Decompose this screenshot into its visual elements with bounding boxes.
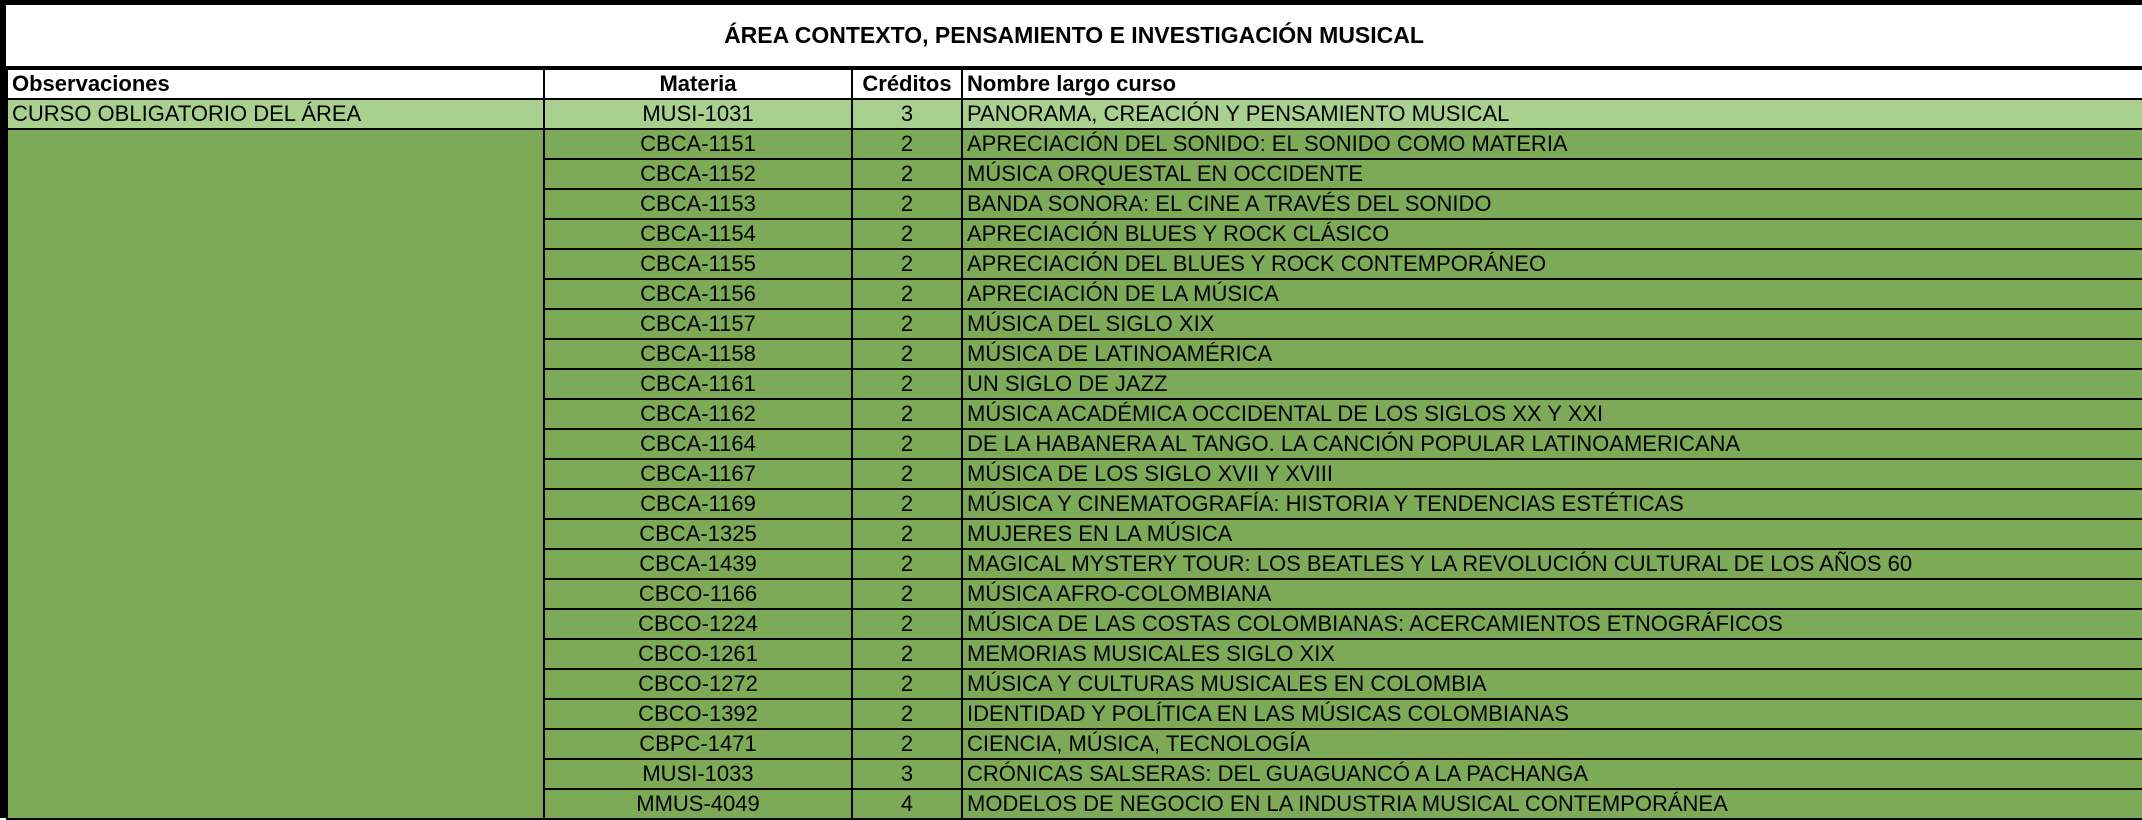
cell-materia[interactable]: CBCO-1261 — [544, 639, 852, 669]
cell-nombre-largo-curso[interactable]: MÚSICA DE LATINOAMÉRICA — [962, 339, 2142, 369]
cell-observaciones[interactable] — [7, 519, 544, 549]
cell-observaciones[interactable] — [7, 219, 544, 249]
cell-nombre-largo-curso[interactable]: MÚSICA AFRO-COLOMBIANA — [962, 579, 2142, 609]
cell-nombre-largo-curso[interactable]: PANORAMA, CREACIÓN Y PENSAMIENTO MUSICAL — [962, 99, 2142, 129]
cell-creditos[interactable]: 2 — [852, 429, 962, 459]
cell-observaciones[interactable] — [7, 639, 544, 669]
cell-observaciones[interactable] — [7, 129, 544, 159]
cell-creditos[interactable]: 3 — [852, 759, 962, 789]
cell-nombre-largo-curso[interactable]: CIENCIA, MÚSICA, TECNOLOGÍA — [962, 729, 2142, 759]
table-row — [7, 459, 2142, 489]
cell-observaciones[interactable] — [7, 189, 544, 219]
cell-materia[interactable]: CBCA-1162 — [544, 399, 852, 429]
cell-creditos[interactable]: 2 — [852, 639, 962, 669]
cell-observaciones[interactable] — [7, 399, 544, 429]
cell-nombre-largo-curso[interactable]: BANDA SONORA: EL CINE A TRAVÉS DEL SONIDO — [962, 189, 2142, 219]
table-row — [7, 729, 2142, 759]
cell-creditos[interactable]: 4 — [852, 789, 962, 819]
table-body — [7, 99, 2142, 819]
cell-creditos[interactable]: 2 — [852, 459, 962, 489]
table-row — [7, 249, 2142, 279]
cell-materia[interactable]: CBCO-1166 — [544, 579, 852, 609]
cell-nombre-largo-curso[interactable]: MODELOS DE NEGOCIO EN LA INDUSTRIA MUSICAL CONTEMPORÁNEA — [962, 789, 2142, 819]
cell-materia[interactable]: CBCA-1167 — [544, 459, 852, 489]
cell-observaciones[interactable] — [7, 489, 544, 519]
cell-creditos[interactable]: 2 — [852, 609, 962, 639]
cell-materia[interactable]: CBCA-1155 — [544, 249, 852, 279]
cell-nombre-largo-curso[interactable]: DE LA HABANERA AL TANGO. LA CANCIÓN POPULAR LATINOAMERICANA — [962, 429, 2142, 459]
cell-observaciones[interactable] — [7, 459, 544, 489]
cell-creditos[interactable]: 2 — [852, 489, 962, 519]
cell-nombre-largo-curso[interactable]: MÚSICA DEL SIGLO XIX — [962, 309, 2142, 339]
table-row — [7, 759, 2142, 789]
cell-materia[interactable]: CBCA-1325 — [544, 519, 852, 549]
cell-nombre-largo-curso[interactable]: APRECIACIÓN DEL SONIDO: EL SONIDO COMO MATERIA — [962, 129, 2142, 159]
header-materia[interactable]: Materia — [544, 69, 852, 99]
cell-materia[interactable]: CBPC-1471 — [544, 729, 852, 759]
cell-creditos[interactable]: 2 — [852, 159, 962, 189]
cell-nombre-largo-curso[interactable]: APRECIACIÓN DE LA MÚSICA — [962, 279, 2142, 309]
cell-observaciones[interactable] — [7, 279, 544, 309]
cell-observaciones[interactable] — [7, 609, 544, 639]
cell-materia[interactable]: CBCO-1392 — [544, 699, 852, 729]
cell-materia[interactable]: CBCA-1158 — [544, 339, 852, 369]
table-row — [7, 279, 2142, 309]
table-row — [7, 639, 2142, 669]
table-row — [7, 549, 2142, 579]
cell-observaciones[interactable] — [7, 729, 544, 759]
table-row — [7, 159, 2142, 189]
cell-materia[interactable]: CBCA-1161 — [544, 369, 852, 399]
courses-table — [6, 68, 2142, 820]
cell-materia[interactable]: CBCA-1151 — [544, 129, 852, 159]
cell-materia[interactable]: CBCA-1152 — [544, 159, 852, 189]
cell-observaciones[interactable] — [7, 339, 544, 369]
cell-creditos[interactable]: 2 — [852, 189, 962, 219]
cell-creditos[interactable]: 2 — [852, 129, 962, 159]
cell-observaciones[interactable] — [7, 309, 544, 339]
table-row — [7, 789, 2142, 819]
cell-observaciones[interactable] — [7, 159, 544, 189]
cell-observaciones[interactable] — [7, 369, 544, 399]
table-row — [7, 579, 2142, 609]
cell-creditos[interactable]: 2 — [852, 219, 962, 249]
cell-nombre-largo-curso[interactable]: MÚSICA DE LAS COSTAS COLOMBIANAS: ACERCAMIENTOS ETNOGRÁFICOS — [962, 609, 2142, 639]
cell-nombre-largo-curso[interactable]: IDENTIDAD Y POLÍTICA EN LAS MÚSICAS COLOMBIANAS — [962, 699, 2142, 729]
cell-creditos[interactable]: 2 — [852, 309, 962, 339]
cell-creditos[interactable]: 2 — [852, 669, 962, 699]
header-observaciones[interactable]: Observaciones — [7, 69, 544, 99]
cell-creditos[interactable]: 2 — [852, 699, 962, 729]
cell-nombre-largo-curso[interactable]: MÚSICA Y CULTURAS MUSICALES EN COLOMBIA — [962, 669, 2142, 699]
cell-creditos[interactable]: 2 — [852, 549, 962, 579]
cell-observaciones[interactable] — [7, 759, 544, 789]
table-row — [7, 99, 2142, 129]
cell-materia[interactable]: CBCA-1153 — [544, 189, 852, 219]
cell-materia[interactable]: MUSI-1033 — [544, 759, 852, 789]
header-row — [7, 69, 2142, 99]
cell-nombre-largo-curso[interactable]: APRECIACIÓN BLUES Y ROCK CLÁSICO — [962, 219, 2142, 249]
table-row — [7, 429, 2142, 459]
cell-materia[interactable]: CBCA-1164 — [544, 429, 852, 459]
cell-creditos[interactable]: 2 — [852, 399, 962, 429]
header-creditos[interactable]: Créditos — [852, 69, 962, 99]
cell-nombre-largo-curso[interactable]: MÚSICA ACADÉMICA OCCIDENTAL DE LOS SIGLOS XX Y XXI — [962, 399, 2142, 429]
cell-creditos[interactable]: 2 — [852, 729, 962, 759]
cell-materia[interactable]: CBCO-1224 — [544, 609, 852, 639]
header-nombre-largo-curso[interactable]: Nombre largo curso — [962, 69, 2142, 99]
cell-nombre-largo-curso[interactable]: MÚSICA ORQUESTAL EN OCCIDENTE — [962, 159, 2142, 189]
cell-creditos[interactable]: 2 — [852, 249, 962, 279]
cell-materia[interactable]: CBCA-1439 — [544, 549, 852, 579]
cell-observaciones[interactable] — [7, 429, 544, 459]
cell-nombre-largo-curso[interactable]: CRÓNICAS SALSERAS: DEL GUAGUANCÓ A LA PACHANGA — [962, 759, 2142, 789]
cell-observaciones[interactable] — [7, 249, 544, 279]
cell-observaciones[interactable] — [7, 789, 544, 819]
sheet-title[interactable]: ÁREA CONTEXTO, PENSAMIENTO E INVESTIGACIÓN MUSICAL — [6, 5, 2142, 68]
cell-nombre-largo-curso[interactable]: MAGICAL MYSTERY TOUR: LOS BEATLES Y LA REVOLUCIÓN CULTURAL DE LOS AÑOS 60 — [962, 549, 2142, 579]
table-row — [7, 519, 2142, 549]
table-row — [7, 669, 2142, 699]
table-row — [7, 309, 2142, 339]
cell-materia[interactable]: MMUS-4049 — [544, 789, 852, 819]
cell-creditos[interactable]: 2 — [852, 579, 962, 609]
cell-observaciones[interactable] — [7, 549, 544, 579]
table-row — [7, 399, 2142, 429]
table-row — [7, 189, 2142, 219]
cell-creditos[interactable]: 2 — [852, 369, 962, 399]
table-row — [7, 609, 2142, 639]
cell-creditos[interactable]: 3 — [852, 99, 962, 129]
table-row — [7, 699, 2142, 729]
table-row — [7, 219, 2142, 249]
cell-observaciones[interactable] — [7, 579, 544, 609]
cell-observaciones[interactable] — [7, 699, 544, 729]
table-row — [7, 369, 2142, 399]
cell-creditos[interactable]: 2 — [852, 279, 962, 309]
cell-nombre-largo-curso[interactable]: MUJERES EN LA MÚSICA — [962, 519, 2142, 549]
cell-materia[interactable]: CBCA-1169 — [544, 489, 852, 519]
cell-materia[interactable]: CBCA-1157 — [544, 309, 852, 339]
cell-nombre-largo-curso[interactable]: UN SIGLO DE JAZZ — [962, 369, 2142, 399]
cell-materia[interactable]: MUSI-1031 — [544, 99, 852, 129]
cell-nombre-largo-curso[interactable]: APRECIACIÓN DEL BLUES Y ROCK CONTEMPORÁNEO — [962, 249, 2142, 279]
cell-creditos[interactable]: 2 — [852, 339, 962, 369]
table-row — [7, 489, 2142, 519]
cell-nombre-largo-curso[interactable]: MÚSICA Y CINEMATOGRAFÍA: HISTORIA Y TENDENCIAS ESTÉTICAS — [962, 489, 2142, 519]
cell-materia[interactable]: CBCA-1154 — [544, 219, 852, 249]
table-row — [7, 339, 2142, 369]
cell-nombre-largo-curso[interactable]: MEMORIAS MUSICALES SIGLO XIX — [962, 639, 2142, 669]
cell-observaciones[interactable]: CURSO OBLIGATORIO DEL ÁREA — [7, 99, 544, 129]
cell-observaciones[interactable] — [7, 669, 544, 699]
cell-materia[interactable]: CBCA-1156 — [544, 279, 852, 309]
table-row — [7, 129, 2142, 159]
cell-creditos[interactable]: 2 — [852, 519, 962, 549]
cell-nombre-largo-curso[interactable]: MÚSICA DE LOS SIGLO XVII Y XVIII — [962, 459, 2142, 489]
cell-materia[interactable]: CBCO-1272 — [544, 669, 852, 699]
